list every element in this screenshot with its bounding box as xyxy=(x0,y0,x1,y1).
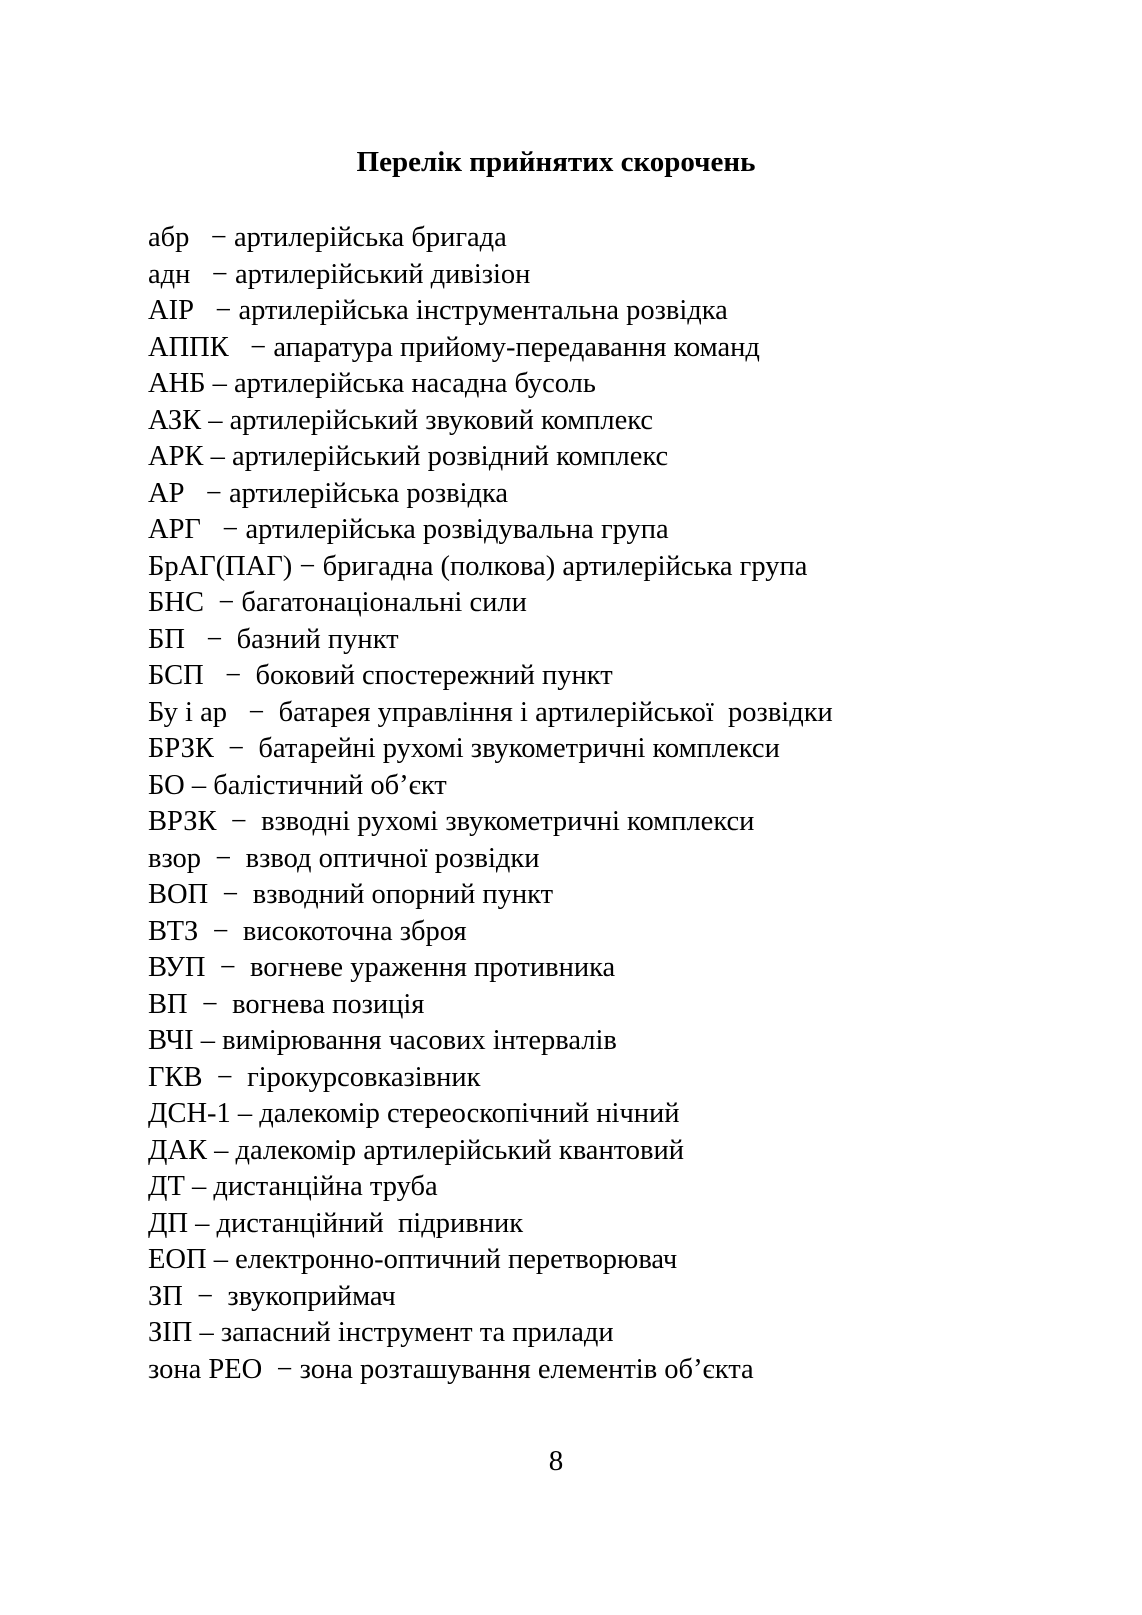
abbreviation-item: ДП – дистанційний підривник xyxy=(148,1207,524,1239)
abbreviation-item: АРГ − артилерійська розвідувальна група xyxy=(148,514,669,545)
abbreviation-item: ЗІП – запасний інструмент та прилади xyxy=(148,1317,614,1348)
abbreviation-item: БНС − багатонаціональні сили xyxy=(148,587,527,618)
abbreviation-item: БРЗК − батарейні рухомі звукометричні комплекси xyxy=(148,733,780,764)
abbreviation-item: БрАГ(ПАГ) − бригадна (полкова) артилерійська група xyxy=(148,550,808,582)
abbreviation-item: ВЧІ – вимірювання часових інтервалів xyxy=(148,1025,617,1056)
abbreviation-item: АРК – артилерійський розвідний комплекс xyxy=(148,441,669,472)
abbreviation-item: ВОП − взводний опорний пункт xyxy=(148,879,554,910)
abbreviation-item: ДСН-1 – далекомір стереоскопічний нічний xyxy=(148,1098,680,1129)
abbreviation-item: ЗП − звукоприймач xyxy=(148,1280,396,1312)
abbreviation-item: БП − базний пункт xyxy=(148,623,399,655)
abbreviation-item: АНБ – артилерійська насадна бусоль xyxy=(148,368,596,399)
abbreviation-item: адн − артилерійський дивізіон xyxy=(148,258,531,290)
abbreviation-list xyxy=(148,220,833,1388)
abbreviation-item: ГКВ − гірокурсовказівник xyxy=(148,1061,481,1093)
abbreviation-item: ВТЗ − високоточна зброя xyxy=(148,915,467,947)
abbreviation-item: ДТ – дистанційна труба xyxy=(148,1171,438,1202)
abbreviation-item: АППК − апаратура прийому-передавання команд xyxy=(148,331,760,363)
page-title: Перелік прийнятих скорочень xyxy=(356,146,756,178)
abbreviation-item: зона РЕО − зона розташування елементів об’єкта xyxy=(148,1353,754,1385)
abbreviation-item: БО – балістичний об’єкт xyxy=(148,769,447,801)
abbreviation-item: ВРЗК − взводні рухомі звукометричні комплекси xyxy=(148,806,755,837)
abbreviation-item: БСП − боковий спостережний пункт xyxy=(148,660,613,691)
abbreviation-item: АР − артилерійська розвідка xyxy=(148,477,509,509)
abbreviation-item: АІР − артилерійська інструментальна розвідка xyxy=(148,295,728,326)
abbreviation-item: ВП − вогнева позиція xyxy=(148,988,425,1020)
abbreviation-item: ЕОП – електронно-оптичний перетворювач xyxy=(148,1244,678,1275)
abbreviation-item: Бу і ар − батарея управління і артилерійської розвідки xyxy=(148,696,833,728)
abbreviation-item: абр − артилерійська бригада xyxy=(148,222,507,253)
abbreviation-item: взор − взвод оптичної розвідки xyxy=(148,842,540,874)
abbreviation-item: ВУП − вогневе ураження противника xyxy=(148,952,616,983)
abbreviation-item: ДАК – далекомір артилерійський квантовий xyxy=(148,1134,685,1166)
abbreviation-item: АЗК – артилерійський звуковий комплекс xyxy=(148,404,654,436)
page-number: 8 xyxy=(548,1445,564,1477)
